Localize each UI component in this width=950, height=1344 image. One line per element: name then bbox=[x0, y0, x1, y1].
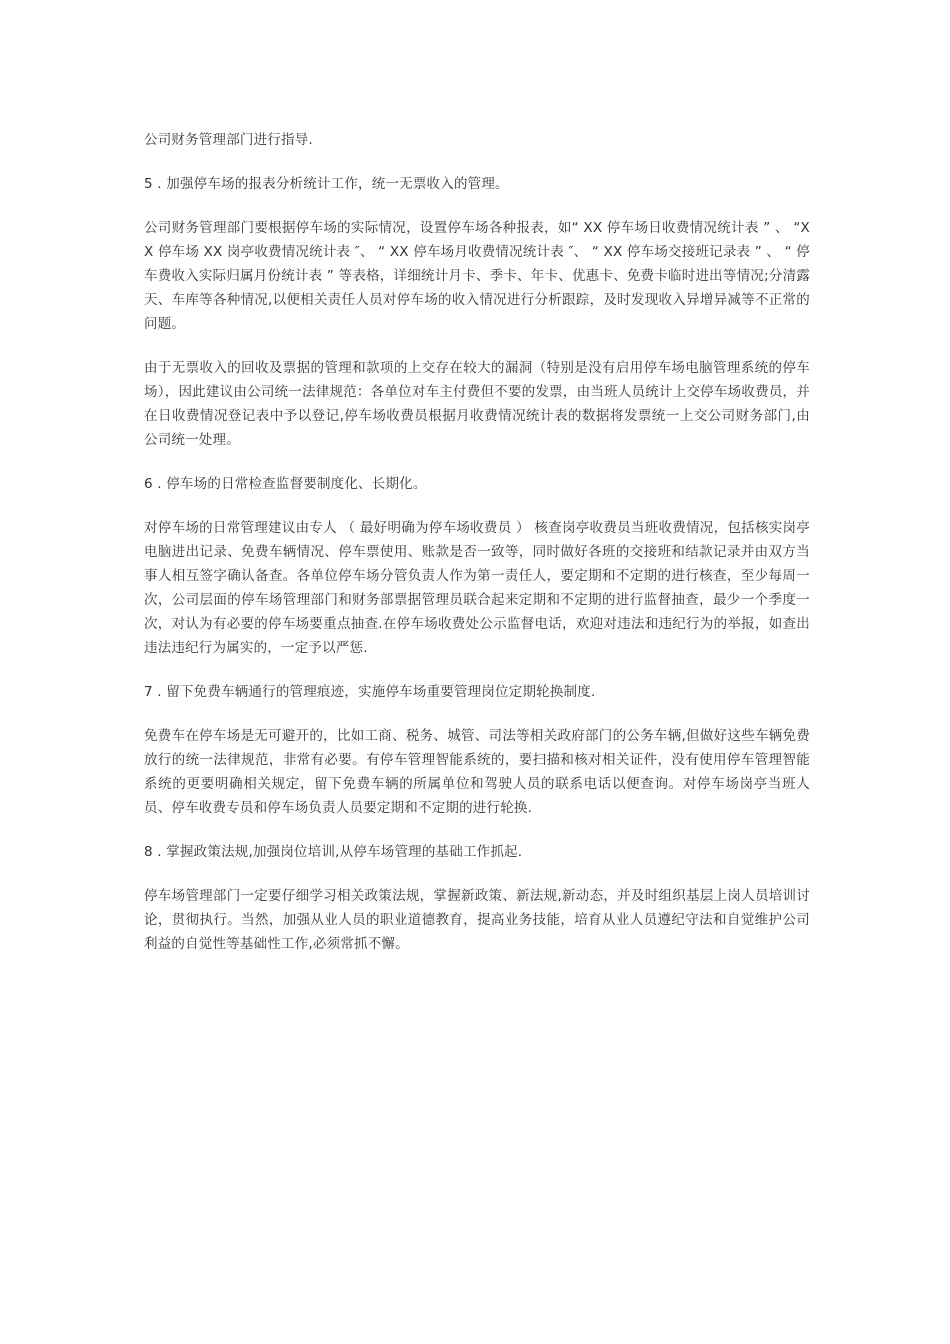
paragraph: 由于无票收入的回收及票据的管理和款项的上交存在较大的漏洞（特别是没有启用停车场电脑管理系统的停车场），因此建议由公司统一法律规范：各单位对车主付费但不要的发票，由当班人员统计上交停车场收费员，并在日收费情况登记表中予以登记,停车场收费员根据月收费情况统计表的数据将发票统一上交公司财务部门,由公司统一处理。 bbox=[144, 360, 810, 448]
document-page bbox=[144, 128, 810, 976]
section-heading-7: 7 . 留下免费车辆通行的管理痕迹，实施停车场重要管理岗位定期轮换制度. bbox=[144, 684, 596, 700]
paragraph: 公司财务管理部门进行指导. bbox=[144, 132, 313, 148]
section-heading-8: 8 . 掌握政策法规,加强岗位培训,从停车场管理的基础工作抓起. bbox=[144, 844, 523, 860]
paragraph: 免费车在停车场是无可避开的，比如工商、税务、城管、司法等相关政府部门的公务车辆,但做好这些车辆免费放行的统一法律规范，非常有必要。有停车管理智能系统的，要扫描和核对相关证件，没有使用停车管理智能系统的更要明确相关规定，留下免费车辆的所属单位和驾驶人员的联系电话以便查询。对停车场岗亭当班人员、停车收费专员和停车场负责人员要定期和不定期的进行轮换. bbox=[144, 728, 810, 816]
section-heading-6: 6 . 停车场的日常检查监督要制度化、长期化。 bbox=[144, 476, 427, 492]
paragraph: 停车场管理部门一定要仔细学习相关政策法规，掌握新政策、新法规,新动态，并及时组织基层上岗人员培训讨论，贯彻执行。当然，加强从业人员的职业道德教育，提高业务技能，培育从业人员遵纪守法和自觉维护公司利益的自觉性等基础性工作,必须常抓不懈。 bbox=[144, 888, 810, 952]
paragraph: 对停车场的日常管理建议由专人 （ 最好明确为停车场收费员 ） 核查岗亭收费员当班收费情况，包括核实岗亭电脑进出记录、免费车辆情况、停车票使用、账款是否一致等，同时做好各班的交接班和结款记录并由双方当事人相互签字确认备查。各单位停车场分管负责人作为第一责任人，要定期和不定期的进行核查，至少每周一次，公司层面的停车场管理部门和财务部票据管理员联合起来定期和不定期的进行监督抽查，最少一个季度一次，对认为有必要的停车场要重点抽查.在停车场收费处公示监督电话，欢迎对违法和违纪行为的举报，如查出违法违纪行为属实的，一定予以严惩. bbox=[144, 520, 810, 656]
section-heading-5: 5 . 加强停车场的报表分析统计工作，统一无票收入的管理。 bbox=[144, 176, 509, 192]
paragraph: 公司财务管理部门要根据停车场的实际情况，设置停车场各种报表，如“ XX 停车场日收费情况统计表 ” 、 “XX 停车场 XX 岗亭收费情况统计表 ″、 “ XX 停车场月收费情况统计表 ″、 “ XX 停车场交接班记录表 ” 、 “ 停车费收入实际归属月份统计表 ” 等表格，详细统计月卡、季卡、年卡、优惠卡、免费卡临时进出等情况;分清露天、车库等各种情况,以便相关责任人员对停车场的收入情况进行分析跟踪，及时发现收入异增异减等不正常的问题。 bbox=[144, 220, 810, 332]
